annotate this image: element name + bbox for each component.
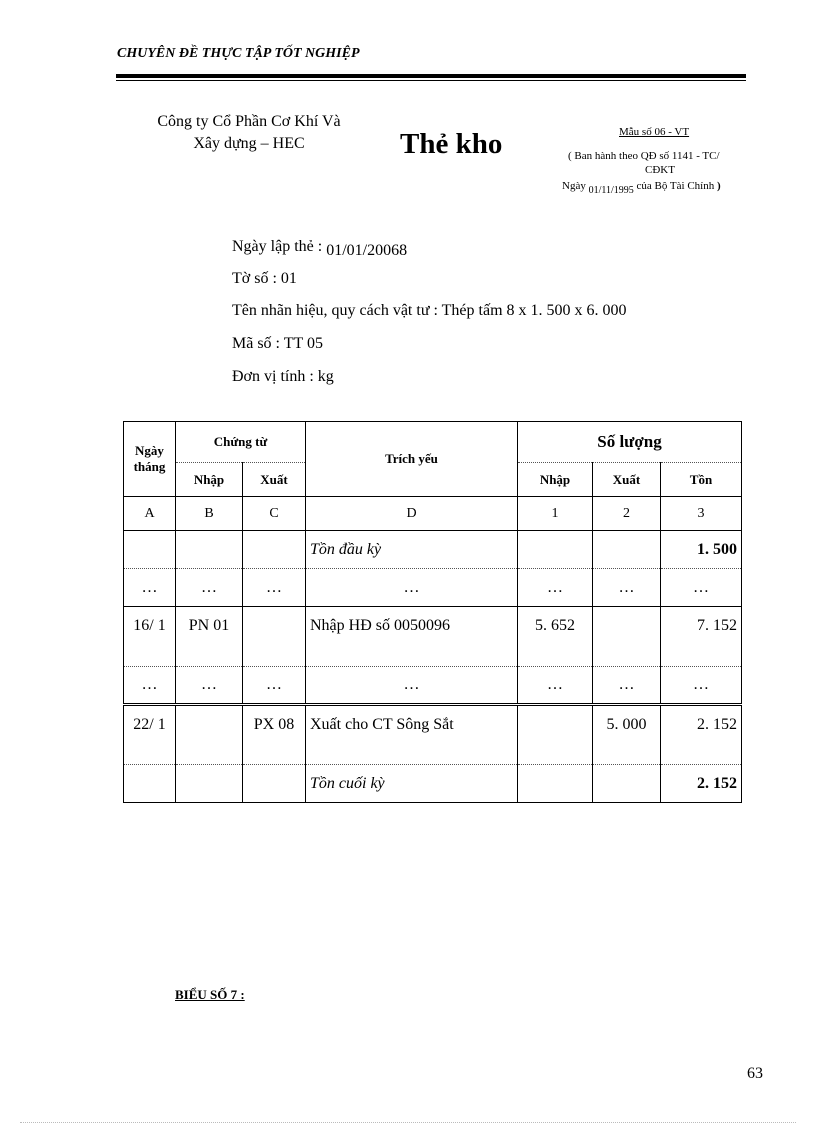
header-voucher: Chứng từ <box>176 422 306 463</box>
appendix-label: BIỂU SỐ 7 : <box>175 987 245 1002</box>
ellipsis: … <box>661 667 742 705</box>
form-note-line-3 <box>562 180 721 196</box>
ellipsis: … <box>593 569 661 607</box>
document-title: Thẻ kho <box>400 128 503 160</box>
opening-balance: 1. 500 <box>661 531 742 569</box>
unit-of-measure: Đơn vị tính : kg <box>232 368 334 385</box>
ellipsis: … <box>176 667 243 705</box>
header-qty-balance: Tồn <box>661 463 742 497</box>
row-balance: 7. 152 <box>661 607 742 667</box>
company-name <box>120 111 378 155</box>
ellipsis: … <box>176 569 243 607</box>
form-note-line-1: ( Ban hành theo QĐ số 1141 - TC/ <box>568 150 720 162</box>
table-row <box>124 705 742 765</box>
col-letter: 3 <box>661 497 742 531</box>
form-note-suffix: của Bộ Tài Chính <box>636 180 715 192</box>
col-letter: 1 <box>518 497 593 531</box>
opening-label: Tồn đầu kỳ <box>306 531 518 569</box>
ellipsis: … <box>306 667 518 705</box>
page-number: 63 <box>747 1065 763 1082</box>
item-spec: Tên nhãn hiệu, quy cách vật tư : Thép tấm 8 x 1. 500 x 6. 000 <box>232 302 627 319</box>
header-date: Ngày tháng <box>124 422 176 497</box>
item-code: Mã số : TT 05 <box>232 335 323 352</box>
card-date-label: Ngày lập thẻ : <box>232 238 323 255</box>
row-date: 22/ 1 <box>124 705 176 765</box>
row-summary: Nhập HĐ số 0050096 <box>306 607 518 667</box>
header-rule <box>116 74 746 78</box>
ellipsis: … <box>124 667 176 705</box>
header-rule-thin <box>116 80 746 81</box>
card-date-value: 01/01/20068 <box>326 242 408 259</box>
ellipsis: … <box>593 667 661 705</box>
header-qty-out: Xuất <box>593 463 661 497</box>
header-quantity: Số lượng <box>518 422 742 463</box>
row-date: 16/ 1 <box>124 607 176 667</box>
company-line-2: Xây dựng – HEC <box>193 135 305 152</box>
closing-balance: 2. 152 <box>661 765 742 803</box>
header-summary: Trích yếu <box>306 422 518 497</box>
table-row <box>124 607 742 667</box>
form-note-paren: ) <box>716 180 721 192</box>
closing-balance-row <box>124 765 742 803</box>
ellipsis: … <box>243 569 306 607</box>
col-letter: A <box>124 497 176 531</box>
card-date <box>232 238 408 259</box>
ellipsis: … <box>306 569 518 607</box>
col-letter: 2 <box>593 497 661 531</box>
form-note-line-2: CĐKT <box>645 164 675 176</box>
row-qty-out: 5. 000 <box>593 705 661 765</box>
col-letter: B <box>176 497 243 531</box>
col-letter: C <box>243 497 306 531</box>
form-code: Mẫu số 06 - VT <box>619 126 690 138</box>
closing-label: Tồn cuối kỳ <box>306 765 518 803</box>
header-qty-in: Nhập <box>518 463 593 497</box>
form-note-date: 01/11/1995 <box>588 185 634 196</box>
ellipsis: … <box>661 569 742 607</box>
header-voucher-out: Xuất <box>243 463 306 497</box>
ellipsis-row <box>124 569 742 607</box>
ellipsis: … <box>243 667 306 705</box>
row-balance: 2. 152 <box>661 705 742 765</box>
row-issue-no: PX 08 <box>243 705 306 765</box>
row-qty-in: 5. 652 <box>518 607 593 667</box>
header-title: CHUYÊN ĐỀ THỰC TẬP TỐT NGHIỆP <box>117 46 360 61</box>
form-note-prefix: Ngày <box>562 180 586 192</box>
sheet-number: Tờ số : 01 <box>232 270 297 287</box>
opening-balance-row <box>124 531 742 569</box>
ellipsis: … <box>124 569 176 607</box>
col-letter: D <box>306 497 518 531</box>
row-receipt-no: PN 01 <box>176 607 243 667</box>
ellipsis: … <box>518 667 593 705</box>
stock-card-table <box>123 421 742 803</box>
ellipsis: … <box>518 569 593 607</box>
column-letter-row <box>124 497 742 531</box>
company-line-1: Công ty Cổ Phần Cơ Khí Và <box>157 113 341 130</box>
ellipsis-row <box>124 667 742 705</box>
row-summary: Xuất cho CT Sông Sắt <box>306 705 518 765</box>
header-voucher-in: Nhập <box>176 463 243 497</box>
